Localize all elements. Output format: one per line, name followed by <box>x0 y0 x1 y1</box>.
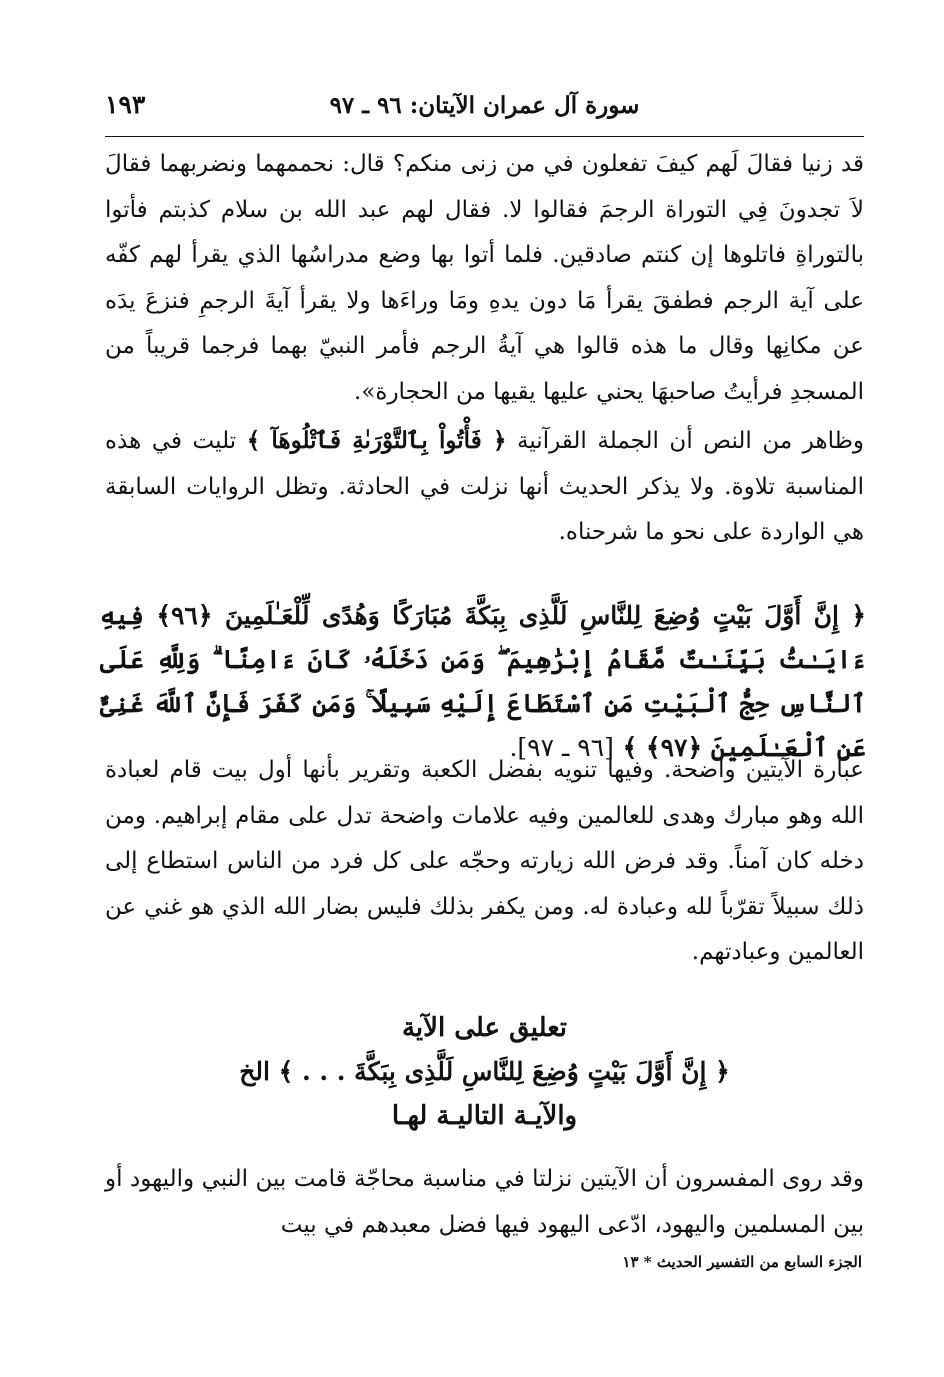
verse-text: ﴿ إِنَّ أَوَّلَ بَيْتٍ وُضِعَ لِلنَّاسِ لَلَّذِى بِبَكَّةَ مُبَارَكًا وَهُدًى لِّلْعَـٰلَمِينَ ﴿٩٦﴾ فِيهِ ءَايَـٰتُۢ بَيِّنَـٰتٌ مَّقَامُ إِبْرَٰهِيمَ ۖ وَمَن دَخَلَهُۥ كَانَ ءَامِنًا ۗ وَلِلَّهِ عَلَى ٱلنَّاسِ حِجُّ ٱلْبَيْتِ مَنِ ٱسْتَطَاعَ إِلَيْهِ سَبِيلًا ۚ وَمَن كَفَرَ فَإِنَّ ٱللَّهَ غَنِىٌّ عَنِ ٱلْعَـٰلَمِينَ ﴿٩٧﴾ ﴾ <box>100 601 866 762</box>
section-title: تعليق على الآية <box>401 1013 568 1043</box>
paragraph-commentary <box>105 418 864 556</box>
paragraph-tafsir: وقد روى المفسرون أن الآيتين نزلتا في مناسبة محاجّة قامت بين النبي واليهود أو بين المسلمين واليهود، ادّعى اليهود فيها فضل معبدهم في بيت <box>105 1166 864 1238</box>
paragraph-hadith: قد زنيا فقالَ لَهم كيفَ تفعلون في من زنى منكم؟ قال: نحممهما ونضربهما فقالَ لاَ تجدونَ فِي التوراة الرجمَ فقالوا لا. فقال لهم عبد الله بن سلام كذبتم فأتوا بالتوراةِ فاتلوها إن كنتم صادقين. فلما أتوا بها وضع مدراسُها الذي يقرأ لهم كفّه على آية الرجم فطفقَ يقرأ مَا دون يدهِ ومَا وراءَها ولا يقرأ آيةَ الرجمِ فنزعَ يدَه عن مكانِها وقال ما هذه قالوا هي آيةُ الرجم فأمر النبيّ بهما فرجما قريباً من المسجدِ فرأيتُ صاحبهَا يحني عليها يقيها من الحجارة». <box>105 151 864 405</box>
paragraph-text-before: وظاهر من النص أن الجملة القرآنية <box>517 428 865 454</box>
quran-verse-block <box>100 594 866 770</box>
paragraph-explanation: عبارة الآيتين واضحة. وفيها تنويه بفضل الكعبة وتقرير بأنها أول بيت قام لعبادة الله وهو مبارك وهدى للعالمين وفيه علامات واضحة تدل على مقام إبراهيم. ومن دخله كان آمناً. وقد فرض الله زيارته وحجّه على كل فرد من الناس استطاع إلى ذلك سبيلاً تقرّباً لله وعبادة له. ومن يكفر بذلك فليس بضار الله الذي هو غني عن العالمين وعبادتهم. <box>105 757 864 965</box>
header-title: سورة آل عمران الآيتان: ٩٦ ـ ٩٧ <box>329 92 640 119</box>
paragraph-text-after: تليت في هذه المناسبة تلاوة. ولا يذكر الحديث أنها نزلت في الحادثة. وتظل الروايات السابقة هي الواردة على نحو ما شرحناه. <box>105 428 864 545</box>
section-heading <box>105 1006 864 1138</box>
verse-reference: [٩٦ ـ ٩٧]. <box>509 733 614 762</box>
running-header <box>105 88 864 137</box>
quranic-quote: ﴿ فَأْتُواْ بِٱلتَّوْرَىٰةِ فَٱتْلُوهَآ ﴾ <box>246 427 507 454</box>
section-verse: ﴿ إِنَّ أَوَّلَ بَيْتٍ وُضِعَ لِلنَّاسِ لَلَّذِى بِبَكَّةَ . . . ﴾ الخ <box>239 1057 730 1086</box>
page-number: ١٩٣ <box>105 90 146 119</box>
page-footer: الجزء السابع من التفسير الحديث * ١٣ <box>622 1253 862 1271</box>
section-subtitle: والآيـة التاليـة لهـا <box>391 1101 578 1131</box>
